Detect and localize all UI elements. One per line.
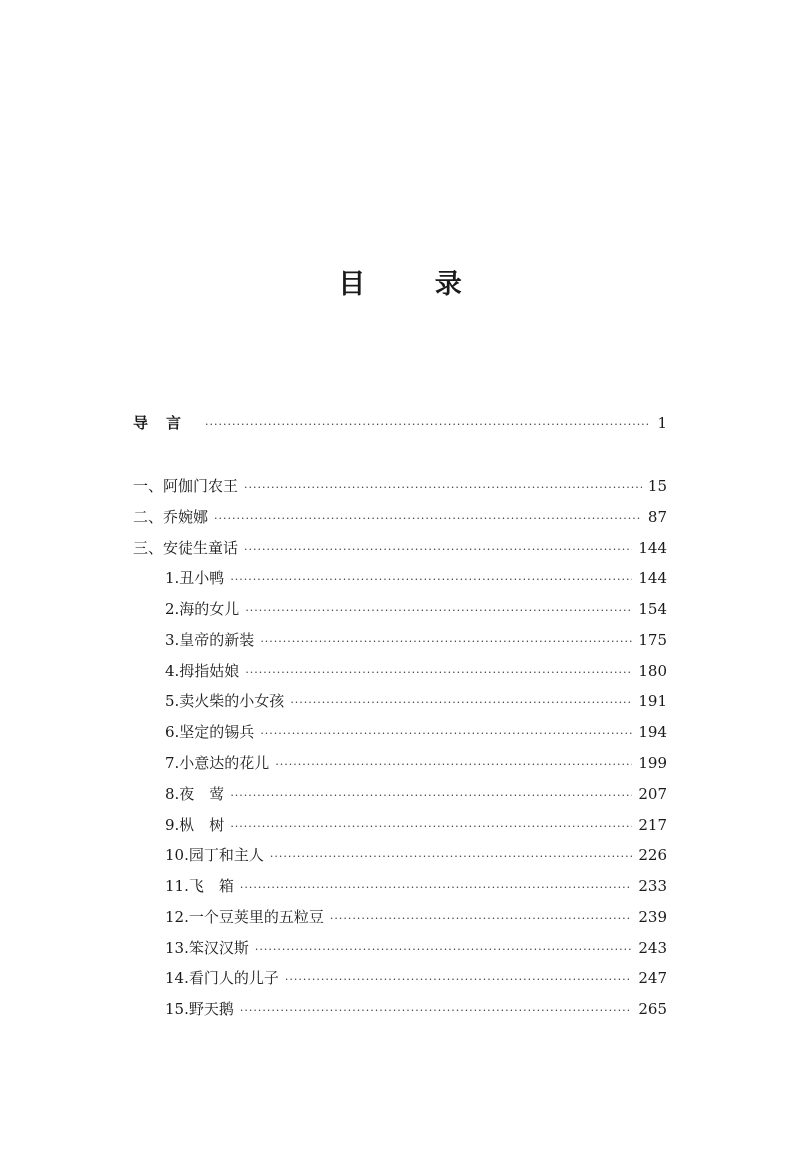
toc-entry-page: 144 bbox=[638, 569, 667, 587]
toc-entry-label: 三、安徒生童话 bbox=[133, 539, 239, 557]
dot-leader bbox=[245, 601, 632, 621]
toc-entry-label: 9.枞 树 bbox=[165, 816, 225, 834]
toc-entry-label: 二、乔婉娜 bbox=[133, 508, 209, 526]
dot-leader bbox=[260, 632, 632, 652]
toc-entry-story[interactable] bbox=[165, 907, 667, 929]
toc-entry-page: 87 bbox=[647, 508, 667, 526]
toc-entry-label: 12.一个豆荚里的五粒豆 bbox=[165, 908, 324, 926]
toc-entry-story[interactable] bbox=[165, 784, 667, 806]
toc-entry-page: 180 bbox=[638, 662, 667, 680]
page-title: 目 录 bbox=[338, 269, 492, 300]
toc-entry-page: 144 bbox=[638, 539, 667, 557]
toc-entry-part[interactable] bbox=[133, 538, 667, 560]
toc-entry-page: 199 bbox=[638, 754, 667, 772]
toc-entry-label: 8.夜 莺 bbox=[165, 785, 225, 803]
toc-entry-page: 15 bbox=[647, 477, 667, 495]
dot-leader bbox=[230, 570, 632, 590]
dot-leader bbox=[230, 786, 632, 806]
toc-entry-label: 5.卖火柴的小女孩 bbox=[165, 692, 285, 710]
toc-entry-page: 243 bbox=[638, 939, 667, 957]
dot-leader bbox=[214, 509, 642, 529]
dot-leader bbox=[260, 724, 632, 744]
toc-entry-label: 15.野天鹅 bbox=[165, 1000, 234, 1018]
dot-leader bbox=[240, 1001, 633, 1021]
toc-entry-page: 154 bbox=[638, 600, 667, 618]
dot-leader bbox=[285, 970, 633, 990]
dot-leader bbox=[205, 415, 651, 435]
toc-entry-part[interactable] bbox=[133, 476, 667, 498]
toc-entry-label: 一、阿伽门农王 bbox=[133, 477, 239, 495]
toc-entry-label: 7.小意达的花儿 bbox=[165, 754, 270, 772]
toc-entry-label: 14.看门人的儿子 bbox=[165, 969, 279, 987]
toc-entry-page: 233 bbox=[638, 877, 667, 895]
dot-leader bbox=[270, 847, 633, 867]
toc-entry-story[interactable] bbox=[165, 968, 667, 990]
toc-entry-story[interactable] bbox=[165, 815, 667, 837]
toc-entry-label: 10.园丁和主人 bbox=[165, 846, 264, 864]
toc-entry-page: 207 bbox=[638, 785, 667, 803]
toc-entry-label: 1.丑小鸭 bbox=[165, 569, 225, 587]
toc-entry-story[interactable] bbox=[165, 938, 667, 960]
toc-entry-label: 4.拇指姑娘 bbox=[165, 662, 240, 680]
toc-entry-story[interactable] bbox=[165, 630, 667, 652]
dot-leader bbox=[330, 909, 633, 929]
toc-entry-label: 2.海的女儿 bbox=[165, 600, 240, 618]
toc-entry-page: 217 bbox=[638, 816, 667, 834]
dot-leader bbox=[255, 940, 633, 960]
toc-entry-page: 1 bbox=[657, 414, 667, 432]
toc-entry-story[interactable] bbox=[165, 999, 667, 1021]
toc-entry-story[interactable] bbox=[165, 661, 667, 683]
toc-entry-story[interactable] bbox=[165, 691, 667, 713]
toc-entry-label: 11.飞 箱 bbox=[165, 877, 234, 895]
dot-leader bbox=[244, 540, 632, 560]
dot-leader bbox=[230, 817, 632, 837]
toc-entry-page: 194 bbox=[638, 723, 667, 741]
toc-entry-page: 191 bbox=[638, 692, 667, 710]
toc-entry-story[interactable] bbox=[165, 753, 667, 775]
toc-entry-story[interactable] bbox=[165, 599, 667, 621]
toc-entry-label: 13.笨汉汉斯 bbox=[165, 939, 249, 957]
toc-entry-label: 导言 bbox=[133, 414, 200, 432]
toc-entry-story[interactable] bbox=[165, 722, 667, 744]
toc-entry-page: 247 bbox=[638, 969, 667, 987]
dot-leader bbox=[240, 878, 633, 898]
toc-entry-page: 239 bbox=[638, 908, 667, 926]
dot-leader bbox=[245, 663, 632, 683]
dot-leader bbox=[244, 478, 642, 498]
toc-entry-label: 6.坚定的锡兵 bbox=[165, 723, 255, 741]
dot-leader bbox=[275, 755, 632, 775]
toc-entry-page: 265 bbox=[638, 1000, 667, 1018]
toc-entry-story[interactable] bbox=[165, 876, 667, 898]
toc-entry-page: 226 bbox=[638, 846, 667, 864]
dot-leader bbox=[290, 693, 632, 713]
toc-entry-story[interactable] bbox=[165, 845, 667, 867]
toc-entry-label: 3.皇帝的新装 bbox=[165, 631, 255, 649]
toc-entry-page: 175 bbox=[638, 631, 667, 649]
toc-entry-part[interactable] bbox=[133, 507, 667, 529]
toc-entry-story[interactable] bbox=[165, 568, 667, 590]
toc-entry-intro[interactable] bbox=[133, 413, 667, 435]
